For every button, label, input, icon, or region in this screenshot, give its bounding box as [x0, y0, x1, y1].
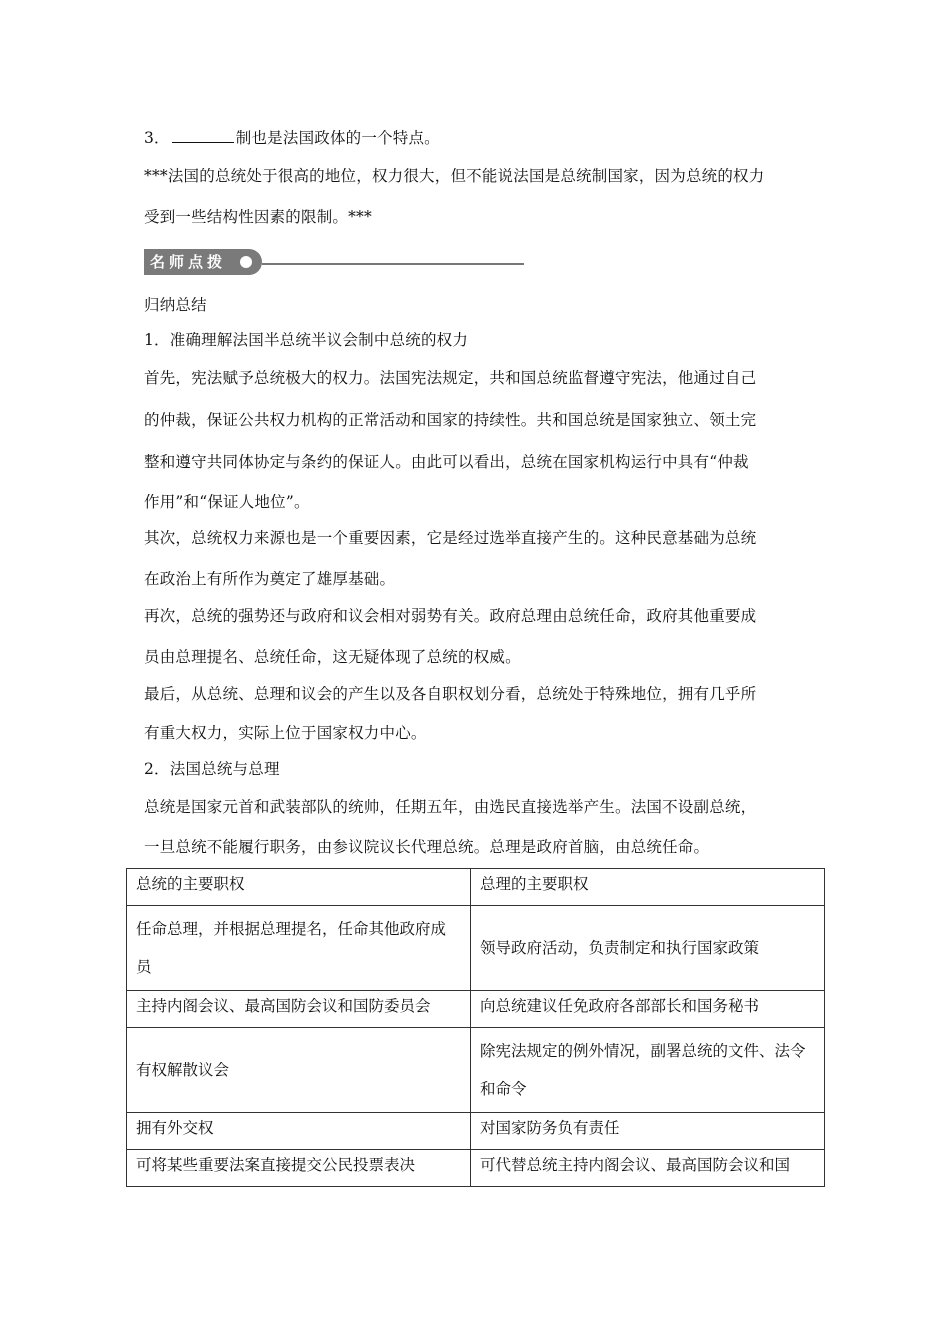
table-row: [127, 1113, 825, 1150]
table-row: [127, 991, 825, 1028]
table-header-row: [127, 869, 825, 906]
premier-power: 除宪法规定的例外情况，副署总统的文件、法令和命令: [471, 1028, 825, 1113]
p5-line-1: 总统是国家元首和武装部队的统帅，任期五年，由选民直接选举产生。法国不设副总统，: [144, 798, 757, 816]
p2-line-1: 其次，总统权力来源也是一个重要因素，它是经过选举直接产生的。这种民意基础为总统: [144, 529, 757, 547]
president-power: 可将某些重要法案直接提交公民投票表决: [127, 1150, 471, 1187]
premier-power: 可代替总统主持内阁会议、最高国防会议和国: [471, 1150, 825, 1187]
header-premier: 总理的主要职权: [471, 869, 825, 906]
point1-title: 1．准确理解法国半总统半议会制中总统的权力: [144, 331, 469, 349]
p4-line-1: 最后，从总统、总理和议会的产生以及各自职权划分看，总统处于特殊地位，拥有几乎所: [144, 685, 757, 703]
table-row: [127, 1150, 825, 1187]
item3-number: 3．: [144, 129, 170, 147]
p2-line-2: 在政治上有所作为奠定了雄厚基础。: [144, 570, 396, 588]
premier-power: 领导政府活动，负责制定和执行国家政策: [471, 906, 825, 991]
table-row: [127, 906, 825, 991]
powers-table: [126, 868, 825, 1187]
p3-line-2: 员由总理提名、总统任命，这无疑体现了总统的权威。: [144, 648, 521, 666]
p5-line-2: 一旦总统不能履行职务，由参议院议长代理总统。总理是政府首脑，由总统任命。: [144, 838, 710, 856]
item3-line: [144, 126, 440, 148]
president-power: 拥有外交权: [127, 1113, 471, 1150]
p1-line-1: 首先，宪法赋予总统极大的权力。法国宪法规定，共和国总统监督遵守宪法，他通过自己: [144, 369, 757, 387]
badge-divider: [262, 263, 524, 265]
president-power: 任命总理，并根据总理提名，任命其他政府成员: [127, 906, 471, 991]
header-president: 总统的主要职权: [127, 869, 471, 906]
p1-line-2: 的仲裁，保证公共权力机构的正常活动和国家的持续性。共和国总统是国家独立、领土完: [144, 411, 757, 429]
badge-dot-icon: [240, 256, 252, 268]
president-power: 主持内阁会议、最高国防会议和国防委员会: [127, 991, 471, 1028]
point2-title: 2．法国总统与总理: [144, 760, 280, 778]
p3-line-1: 再次，总统的强势还与政府和议会相对弱势有关。政府总理由总统任命，政府其他重要成: [144, 607, 757, 625]
note-line-1: ***法国的总统处于很高的地位，权力很大，但不能说法国是总统制国家，因为总统的权力: [144, 167, 765, 185]
premier-power: 对国家防务负有责任: [471, 1113, 825, 1150]
p1-line-3: 整和遵守共同体协定与条约的保证人。由此可以看出，总统在国家机构运行中具有“仲裁: [144, 453, 749, 471]
note-line-2: 受到一些结构性因素的限制。***: [144, 208, 372, 226]
p1-line-4: 作用”和“保证人地位”。: [144, 493, 310, 511]
p4-line-2: 有重大权力，实际上位于国家权力中心。: [144, 724, 427, 742]
table-row: [127, 1028, 825, 1113]
section-badge: 名师点拨: [144, 249, 262, 275]
fill-in-blank[interactable]: [172, 128, 234, 143]
item3-text: 制也是法国政体的一个特点。: [235, 129, 440, 147]
summary-heading: 归纳总结: [144, 296, 207, 314]
premier-power: 向总统建议任免政府各部部长和国务秘书: [471, 991, 825, 1028]
president-power: 有权解散议会: [127, 1028, 471, 1113]
